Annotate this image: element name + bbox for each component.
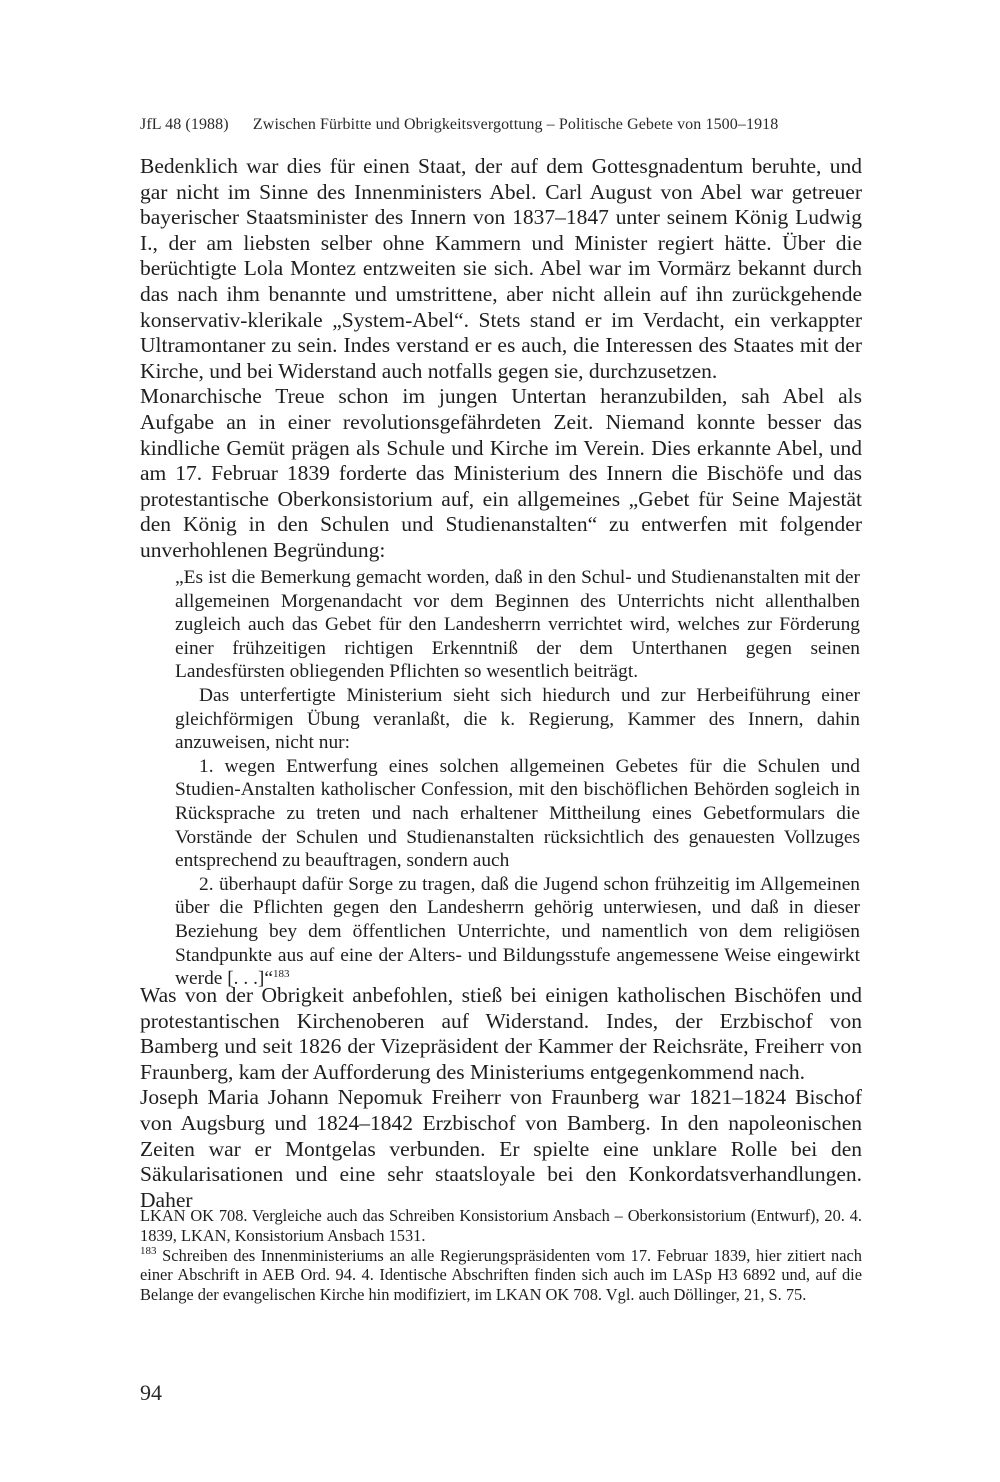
main-text-continued xyxy=(140,983,862,1213)
footnote-183-text: Schreiben des Innenministeriums an alle Regierungspräsidenten vom 17. Februar 1839, hier zitiert nach einer Abschrift in AEB Ord. 94. 4. Identische Abschriften finden sich auch im LASp H3 6892 und, auf die Belange der evangelischen Kirche hin modifiziert, im LKAN OK 708. Vgl. auch Döllinger, 21, S. 75. xyxy=(140,1245,862,1305)
paragraph-1: Bedenklich war dies für einen Staat, der auf dem Gottesgnadentum beruhte, und gar nicht im Sinne des Innenministers Abel. Carl August von Abel war getreuer bayerischer Staatsminister des Innern von 1837–1847 unter seinem König Ludwig I., der am liebsten selber ohne Kammern und Minister regiert hätte. Über die berüchtigte Lola Montez entzweiten sie sich. Abel war im Vormärz bekannt durch das nach ihm benannte und umstrittene, aber nicht allein auf ihn zurückgehende konservativ-klerikale „System-Abel“. Stets stand er im Verdacht, ein verkappter Ultramontaner zu sein. Indes verstand er es auch, die Interessen des Staates mit der Kirche, und bei Widerstand auch notfalls gegen sie, durchzusetzen. xyxy=(140,154,862,383)
footnote-reference: 183 xyxy=(272,968,290,981)
quote-paragraph-2: Das unterfertigte Ministerium sieht sich hiedurch und zur Herbeiführung einer gleichförmigen Übung veranlaßt, die k. Regierung, Kammer des Innern, dahin anzuweisen, nicht nur: xyxy=(175,684,860,754)
paragraph-4: Joseph Maria Johann Nepomuk Freiherr von Fraunberg war 1821–1824 Bischof von Augsburg und 1824–1842 Erzbischof von Bamberg. In den napoleonischen Zeiten war er Montgelas verbunden. Er spielte eine unklare Rolle bei den Säkularisationen und eine sehr staatsloyale bei den Konkordatsverhandlungen. Daher xyxy=(140,1085,862,1212)
footnotes xyxy=(140,1206,862,1305)
quote-item-1: 1. wegen Entwerfung eines solchen allgemeinen Gebetes für die Schulen und Studien-Anstalten katholischer Confession, mit den bischöflichen Behörden sogleich in Rücksprache zu treten und nach erhaltener Mittheilung eines Gebetformulars die Vorstände der Schulen und Studienanstalten rücksichtlich des genauesten Vollzuges entsprechend zu beauftragen, sondern auch xyxy=(175,755,860,872)
footnote-continuation: LKAN OK 708. Vergleiche auch das Schreiben Konsistorium Ansbach – Oberkonsistorium (Entwurf), 20. 4. 1839, LKAN, Konsistorium Ansbach 1531. xyxy=(140,1206,862,1245)
main-text xyxy=(140,154,862,564)
footnote-number: 183 xyxy=(140,1244,157,1257)
paragraph-2: Monarchische Treue schon im jungen Untertan heranzubilden, sah Abel als Aufgabe an in einer revolutionsgefährdeten Zeit. Niemand konnte besser das kindliche Gemüt prägen als Schule und Kirche im Verein. Dies erkannte Abel, und am 17. Februar 1839 forderte das Ministerium des Innern die Bischöfe und das protestantische Oberkonsistorium auf, ein allgemeines „Gebet für Seine Majestät den König in den Schulen und Studienanstalten“ zu entwerfen mit folgender unverhohlenen Begründung: xyxy=(140,384,862,562)
running-header xyxy=(140,116,862,134)
paragraph-3: Was von der Obrigkeit anbefohlen, stieß bei einigen katholischen Bischöfen und protestantischen Kirchenoberen auf Widerstand. Indes, der Erzbischof von Bamberg und seit 1826 der Vizepräsident der Kammer der Reichsräte, Freiherr von Fraunberg, kam der Aufforderung des Ministeriums entgegenkommend nach. xyxy=(140,983,862,1084)
quote-item-2-text: 2. überhaupt dafür Sorge zu tragen, daß die Jugend schon frühzeitig im Allgemeinen über die Pflichten gegen den Landesherrn gehörig unterwiesen, und daß in dieser Beziehung bey dem öffentlichen Unterrichte, und namentlich von dem religiösen Standpunkte aus auf eine der Alters- und Bildungsstufe angemessene Weise eingewirkt werde [. . .]“ xyxy=(175,873,860,990)
quote-item-2 xyxy=(175,873,860,991)
page-number: 94 xyxy=(140,1380,162,1405)
quote-paragraph-1: „Es ist die Bemerkung gemacht worden, daß in den Schul- und Studienanstalten mit der allgemeinen Morgenandacht vor dem Beginnen des Unterrichts nicht allenthalben zugleich auch das Gebet für den Landesherrn verrichtet wird, welches zur Förderung einer frühzeitigen richtigen Erkenntniß der dem Unterthanen gegen seinen Landesfürsten obliegenden Pflichten so wesentlich beiträgt. xyxy=(175,567,860,683)
journal-reference: JfL 48 (1988) xyxy=(140,116,229,133)
footnote-183 xyxy=(140,1246,862,1305)
block-quote xyxy=(175,566,860,991)
running-title: Zwischen Fürbitte und Obrigkeitsvergottung – Politische Gebete von 1500–1918 xyxy=(252,116,779,133)
